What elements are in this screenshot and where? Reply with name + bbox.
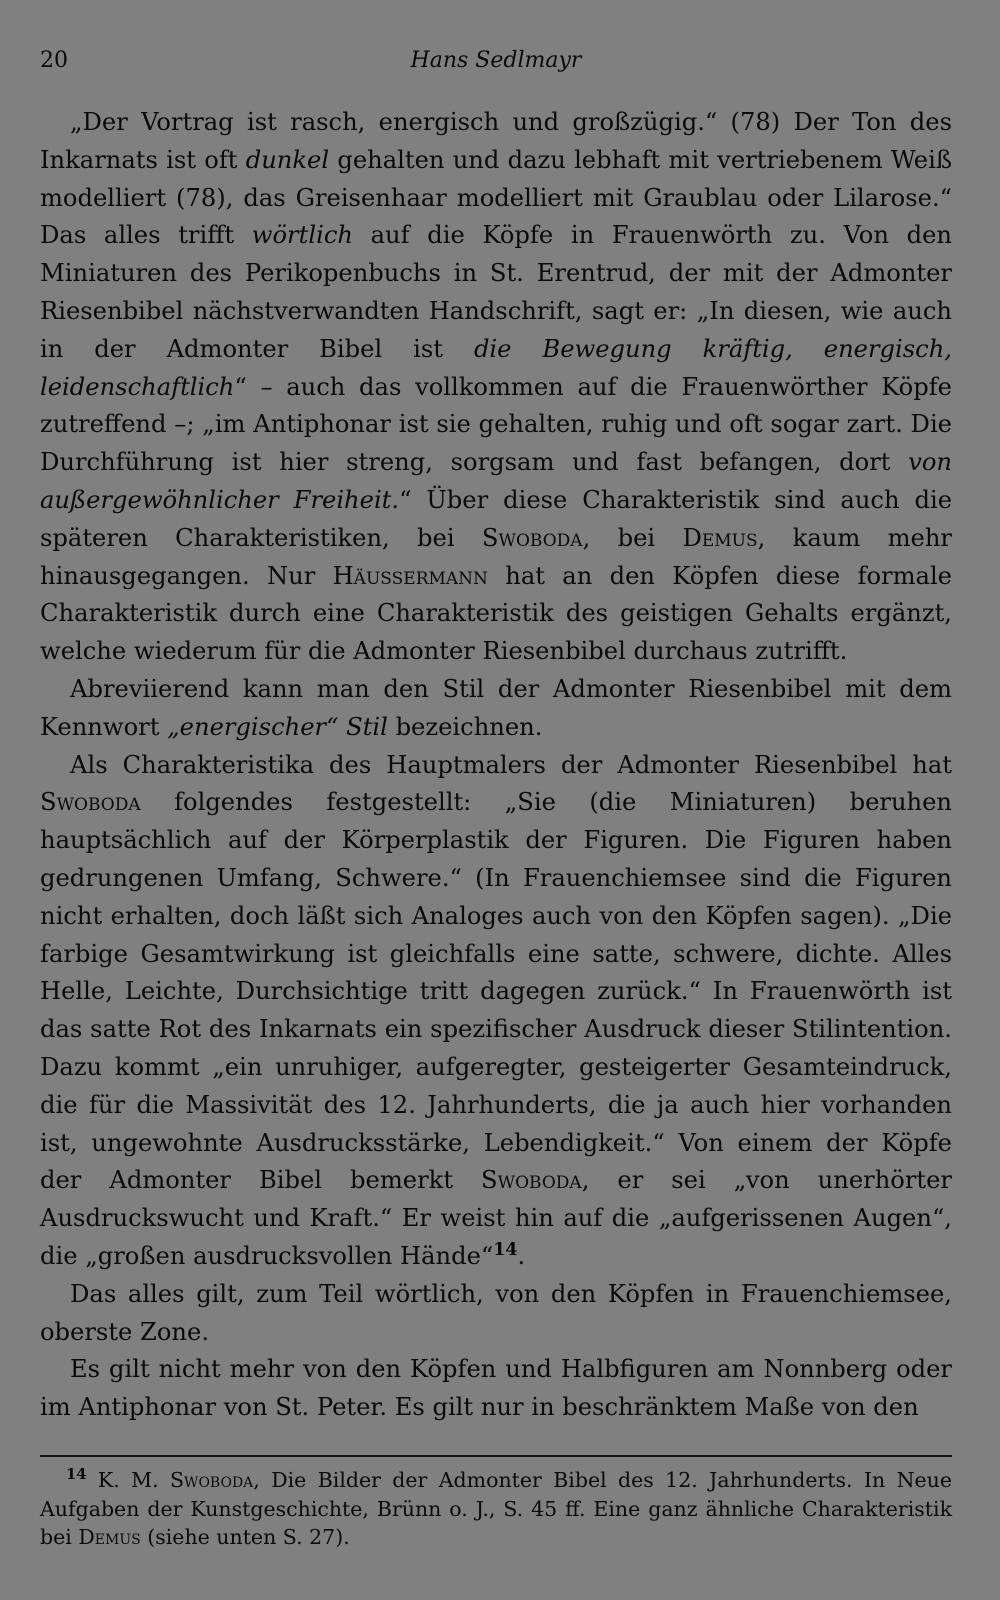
footnote-14 <box>40 1466 952 1552</box>
paragraph-3 <box>40 747 952 1276</box>
text-run: hat an den Köpfen diese formale Charakteristik durch eine Charakteristik des geistigen Gehalts ergänzt, welche wiederum für die Admonter Riesenbibel durchaus zutrifft. <box>40 561 952 666</box>
italic-run: die Bewegung kräftig, energisch, leidenschaftlich <box>40 334 952 401</box>
text-run: , bei <box>582 523 683 552</box>
author-name: Swoboda <box>40 788 141 817</box>
text-run: , Die Bilder der Admonter Bibel des 12. Jahrhunderts. In Neue Aufgaben der Kunstgeschichte, Brünn o. J., S. 45 ff. Eine ganz ähnliche Charakteristik bei <box>40 1468 952 1549</box>
book-page <box>40 0 952 1600</box>
text-run: folgendes festgestellt: „Sie (die Miniaturen) beruhen hauptsächlich auf der Körperplastik der Figuren. Die Figuren haben gedrungenen Umfang, Schwere.“ (In Frauenchiemsee sind die Figuren nicht erhalten, doch läßt sich Analoges auch von den Köpfen sagen). „Die farbige Gesamtwirkung ist gleichfalls eine satte, schwere, dichte. Alles Helle, Leichte, Durchsichtige tritt dagegen zurück.“ In Frauenwörth ist das satte Rot des Inkarnats ein spezifischer Ausdruck dieser Stilintention. Dazu kommt „ein unruhiger, aufgeregter, gesteigerter Gesamteindruck, die für die Massivität des 12. Jahrhunderts, die ja auch hier vorhanden ist, ungewohnte Ausdrucksstärke, Lebendigkeit.“ Von einem der Köpfe der Admonter Bibel bemerkt <box>40 788 952 1195</box>
text-run: gehalten und dazu lebhaft mit vertriebenem Weiß modelliert (78), das Greisenhaar modelliert mit Graublau oder Lilarose.“ Das alles trifft <box>40 145 952 250</box>
italic-run: von außergewöhnlicher Freiheit. <box>40 448 952 514</box>
text-run: Abreviierend kann man den Stil der Admonter Riesenbibel mit dem Kennwort <box>40 674 952 741</box>
running-head: Hans Sedlmayr <box>410 48 582 73</box>
author-name: Demus <box>682 523 758 552</box>
text-run: “ Über diese Charakteristik sind auch die späteren Charakteristiken, bei <box>40 485 953 552</box>
italic-run: „energischer“ Stil <box>167 712 388 741</box>
author-name: Häussermann <box>332 561 488 590</box>
author-name: Swoboda <box>481 523 583 552</box>
italic-run: wörtlich <box>251 221 353 250</box>
text-run: bezeichnen. <box>387 712 543 741</box>
text-run: auf die Köpfe in Frauenwörth zu. Von den Miniaturen des Perikopenbuchs in St. Erentrud, der mit der Admonter Riesenbibel nächstverwandten Handschrift, sagt er: „In diesen, wie auch in der Admonter Bibel ist <box>40 221 952 363</box>
text-run: K. M. <box>86 1468 171 1492</box>
paragraph-5 <box>40 1351 952 1427</box>
footnote-reference[interactable]: 14 <box>493 1239 518 1260</box>
text-run: Es gilt nicht mehr von den Köpfen und Halbfiguren am Nonnberg oder im Antiphonar von St. Peter. Es gilt nur in beschränktem Maße von den <box>40 1355 952 1422</box>
text-run: Das alles gilt, zum Teil wörtlich, von den Köpfen in Frauenchiemsee, oberste Zone. <box>40 1279 952 1346</box>
author-name: Demus <box>78 1525 141 1549</box>
paragraph-4 <box>40 1276 952 1352</box>
footnote-divider <box>40 1455 952 1457</box>
author-name: Swoboda <box>170 1468 254 1492</box>
page-header <box>40 48 952 80</box>
text-run: Als Charakteristika des Hauptmalers der Admonter Riesenbibel hat <box>70 750 952 779</box>
text-run: , er sei „von unerhörter Ausdruckswucht und Kraft.“ Er weist hin auf die „aufgerissenen Augen“, die „großen ausdrucksvollen Hände“ <box>40 1166 952 1270</box>
page-number: 20 <box>40 48 68 73</box>
paragraph-2 <box>40 671 952 747</box>
text-run: , kaum mehr hinausgegangen. Nur <box>40 523 952 590</box>
footnote-number: 14 <box>66 1466 87 1484</box>
author-name: Swoboda <box>481 1166 582 1195</box>
body-text <box>40 104 952 1427</box>
text-run: . <box>517 1241 526 1270</box>
text-run: „Der Vortrag ist rasch, energisch und großzügig.“ (78) Der Ton des Inkarnats ist oft <box>40 108 952 174</box>
italic-run: dunkel <box>245 145 330 174</box>
text-run: (siehe unten S. 27). <box>140 1525 350 1549</box>
text-run: “ – auch das vollkommen auf die Frauenwörther Köpfe zutreffend –; „im Antiphonar ist sie gehalten, ruhig und oft sogar zart. Die Durchführung ist hier streng, sorgsam und fast befangen, dort <box>40 372 952 477</box>
paragraph-1 <box>40 104 952 671</box>
